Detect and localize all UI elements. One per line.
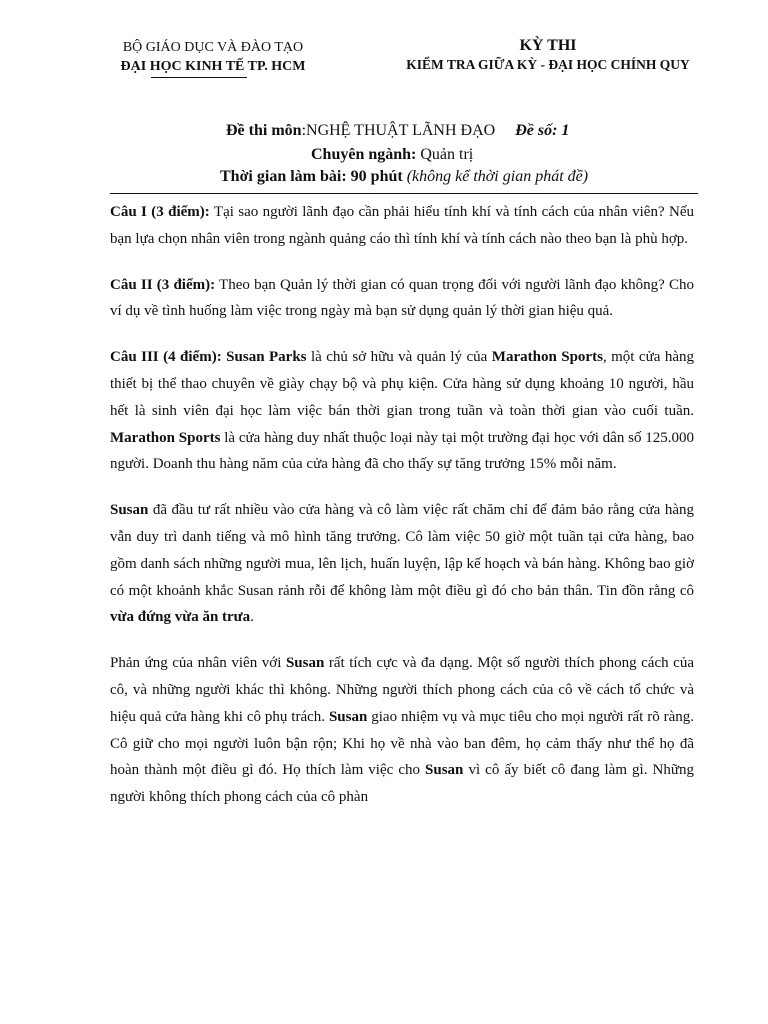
major-value: Quản trị [416, 146, 474, 163]
case-3-name-1: Susan [285, 655, 325, 672]
title-divider [110, 193, 698, 194]
case-3-name-3: Susan [425, 762, 464, 779]
ministry-name: BỘ GIÁO DỤC VÀ ĐÀO TẠO [122, 40, 304, 55]
subject-sep: : [301, 122, 307, 139]
header-left [108, 38, 318, 78]
case-3-name-2: Susan [328, 708, 368, 725]
case-paragraph-2 [110, 497, 694, 631]
header-underline [151, 77, 247, 78]
question-3-text-3: là cửa hàng duy nhất thuộc loại này tại một trường đại học với dân số 125.000 người. Doanh thu hàng năm của cửa hàng đã cho thấy sự tăng trưởng 15% mỗi năm. [110, 429, 695, 473]
question-1 [110, 199, 694, 253]
question-3-name: Susan Parks [221, 349, 307, 366]
question-2-label: Câu II (3 điểm): [110, 276, 216, 293]
duration-label: Thời gian làm bài: 90 phút [220, 168, 403, 185]
question-3-text-1: là chủ sở hữu và quản lý của [306, 349, 492, 366]
question-3-text-2: , một cửa hàng thiết bị thể thao chuyên về giày chạy bộ và phụ kiện. Cửa hàng sử dụng khoảng 10 người, hầu hết là sinh viên đại học làm việc bán thời gian trong tuần và toàn thời gian vào cuối tuần. [110, 349, 694, 419]
question-1-label: Câu I (3 điểm): [110, 204, 210, 220]
exam-subtitle: KIỂM TRA GIỮA KỲ - ĐẠI HỌC CHÍNH QUY [406, 57, 690, 72]
question-2-text: Theo bạn Quản lý thời gian có quan trọng đối với người lãnh đạo không? Cho ví dụ về tình huống làm việc trong ngày mà bạn sử dụng quản lý thời gian hiệu quả. [110, 276, 695, 320]
question-3 [110, 344, 694, 478]
major-line [311, 146, 473, 164]
subject-name: NGHỆ THUẬT LÃNH ĐẠO [306, 122, 496, 139]
question-3-store-1: Marathon Sports [491, 349, 603, 366]
exam-body [110, 199, 694, 811]
case-3-text-1: Phản ứng của nhân viên với [110, 655, 286, 672]
question-3-label: Câu III (4 điểm): [110, 349, 222, 366]
case-2-name: Susan [110, 502, 149, 519]
case-3-text-4: vì cô ấy biết cô đang làm gì. Những người không thích phong cách của cô phàn [110, 762, 694, 806]
case-3-text-3: giao nhiệm vụ và mục tiêu cho mọi người rất rõ ràng. Cô giữ cho mọi người luôn bận rộn; Khi họ về nhà vào ban đêm, họ cảm thấy như thể họ đã hoàn thành một điều gì đó. Họ thích làm việc cho [110, 708, 695, 779]
case-2-emphasis: vừa đứng vừa ăn trưa [110, 609, 251, 626]
duration-note: (không kể thời gian phát đề) [402, 168, 589, 185]
subject-label: Đề thi môn [226, 122, 302, 139]
subject-line [226, 122, 569, 140]
question-3-store-2: Marathon Sports [110, 429, 221, 446]
case-2-text-2: . [250, 609, 254, 626]
case-2-text-1: đã đầu tư rất nhiều vào cửa hàng và cô làm việc rất chăm chỉ để đảm bảo rằng cửa hàng vẫn duy trì danh tiếng và mô hình tăng trưởng. Cô làm việc 50 giờ một tuần tại cửa hàng, bao gồm danh sách những người mua, lên lịch, huấn luyện, lập kế hoạch và bán hàng. Không bao giờ có một khoảnh khắc Susan rảnh rỗi để không làm một điều gì đó cho bản thân. Tin đồn rằng cô [110, 502, 694, 599]
case-3-text-2: rất tích cực và đa dạng. Một số người thích phong cách của cô, và những người khác thì không. Những người thích phong cách của cô về cách tổ chức và hiệu quả cửa hàng khi cô phụ trách. [110, 655, 695, 725]
exam-title: KỲ THI [519, 37, 577, 54]
exam-code: Đề số: 1 [515, 122, 570, 139]
university-name: ĐẠI HỌC KINH TẾ TP. HCM [120, 59, 306, 74]
header-right [378, 36, 718, 74]
question-2 [110, 272, 694, 326]
case-paragraph-3 [110, 650, 694, 811]
question-1-text: Tại sao người lãnh đạo cần phải hiểu tính khí và tính cách của nhân viên? Nếu bạn lựa chọn nhân viên trong ngành quảng cáo thì tính khí và tính cách nào theo bạn là phù hợp. [110, 204, 694, 247]
major-label: Chuyên ngành: [311, 146, 417, 163]
duration-line [220, 168, 588, 186]
